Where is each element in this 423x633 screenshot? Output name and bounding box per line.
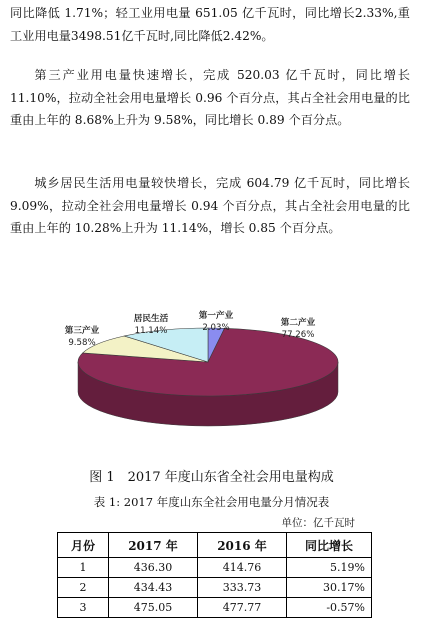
paragraph-tertiary: 第三产业用电量快速增长，完成 520.03 亿千瓦时，同比增长 11.10%，拉动全社会用电量增长 0.96 个百分点，其占全社会用电量的比重由上年的 8.68%上升为 9.58%，同比增长 0.89 个百分点。: [10, 68, 410, 127]
header-2016: 2016 年: [198, 533, 287, 558]
monthly-table: [57, 532, 372, 618]
cell-2017: 475.05: [109, 598, 198, 618]
header-2017: 2017 年: [109, 533, 198, 558]
pie-label-value: 77.26%: [281, 330, 315, 340]
cell-growth: -0.57%: [287, 598, 372, 618]
cell-month: 1: [58, 558, 109, 578]
table-header-row: [58, 533, 372, 558]
table-caption: 表 1: 2017 年度山东全社会用电量分月情况表: [93, 495, 330, 509]
table-row: [58, 558, 372, 578]
pie-label-name: 居民生活: [133, 314, 169, 324]
header-growth: 同比增长: [287, 533, 372, 558]
cell-2017: 436.30: [109, 558, 198, 578]
cell-2016: 477.77: [198, 598, 287, 618]
pie-label-name: 第一产业: [198, 311, 234, 321]
unit-label: 单位：亿千瓦时: [281, 517, 355, 529]
pie-label-name: 第二产业: [280, 318, 316, 328]
cell-2016: 333.73: [198, 578, 287, 598]
paragraph-residential: 城乡居民生活用电量较快增长，完成 604.79 亿千瓦时，同比增长 9.09%，拉动全社会用电量增长 0.94 个百分点，其占全社会用电量的比重由上年的 10.28%上升为 11.14%，增长 0.85 个百分点。: [10, 176, 410, 235]
cell-month: 2: [58, 578, 109, 598]
figure-caption: 图 1 2017 年度山东省全社会用电量构成: [89, 470, 334, 485]
paragraph-industry: 同比降低 1.71%；轻工业用电量 651.05 亿千瓦时，同比增长2.33%,重工业用电量3498.51亿千瓦时,同比降低2.42%。: [10, 6, 410, 43]
header-month: 月份: [58, 533, 109, 558]
pie-label-value: 9.58%: [68, 338, 96, 348]
cell-2017: 434.43: [109, 578, 198, 598]
cell-growth: 30.17%: [287, 578, 372, 598]
pie-label-name: 第三产业: [64, 326, 100, 336]
pie-label-value: 2.03%: [202, 323, 230, 333]
pie-label-value: 11.14%: [134, 326, 168, 336]
pie-chart: [58, 300, 358, 460]
table-row: [58, 598, 372, 618]
cell-month: 3: [58, 598, 109, 618]
table-row: [58, 578, 372, 598]
cell-growth: 5.19%: [287, 558, 372, 578]
cell-2016: 414.76: [198, 558, 287, 578]
